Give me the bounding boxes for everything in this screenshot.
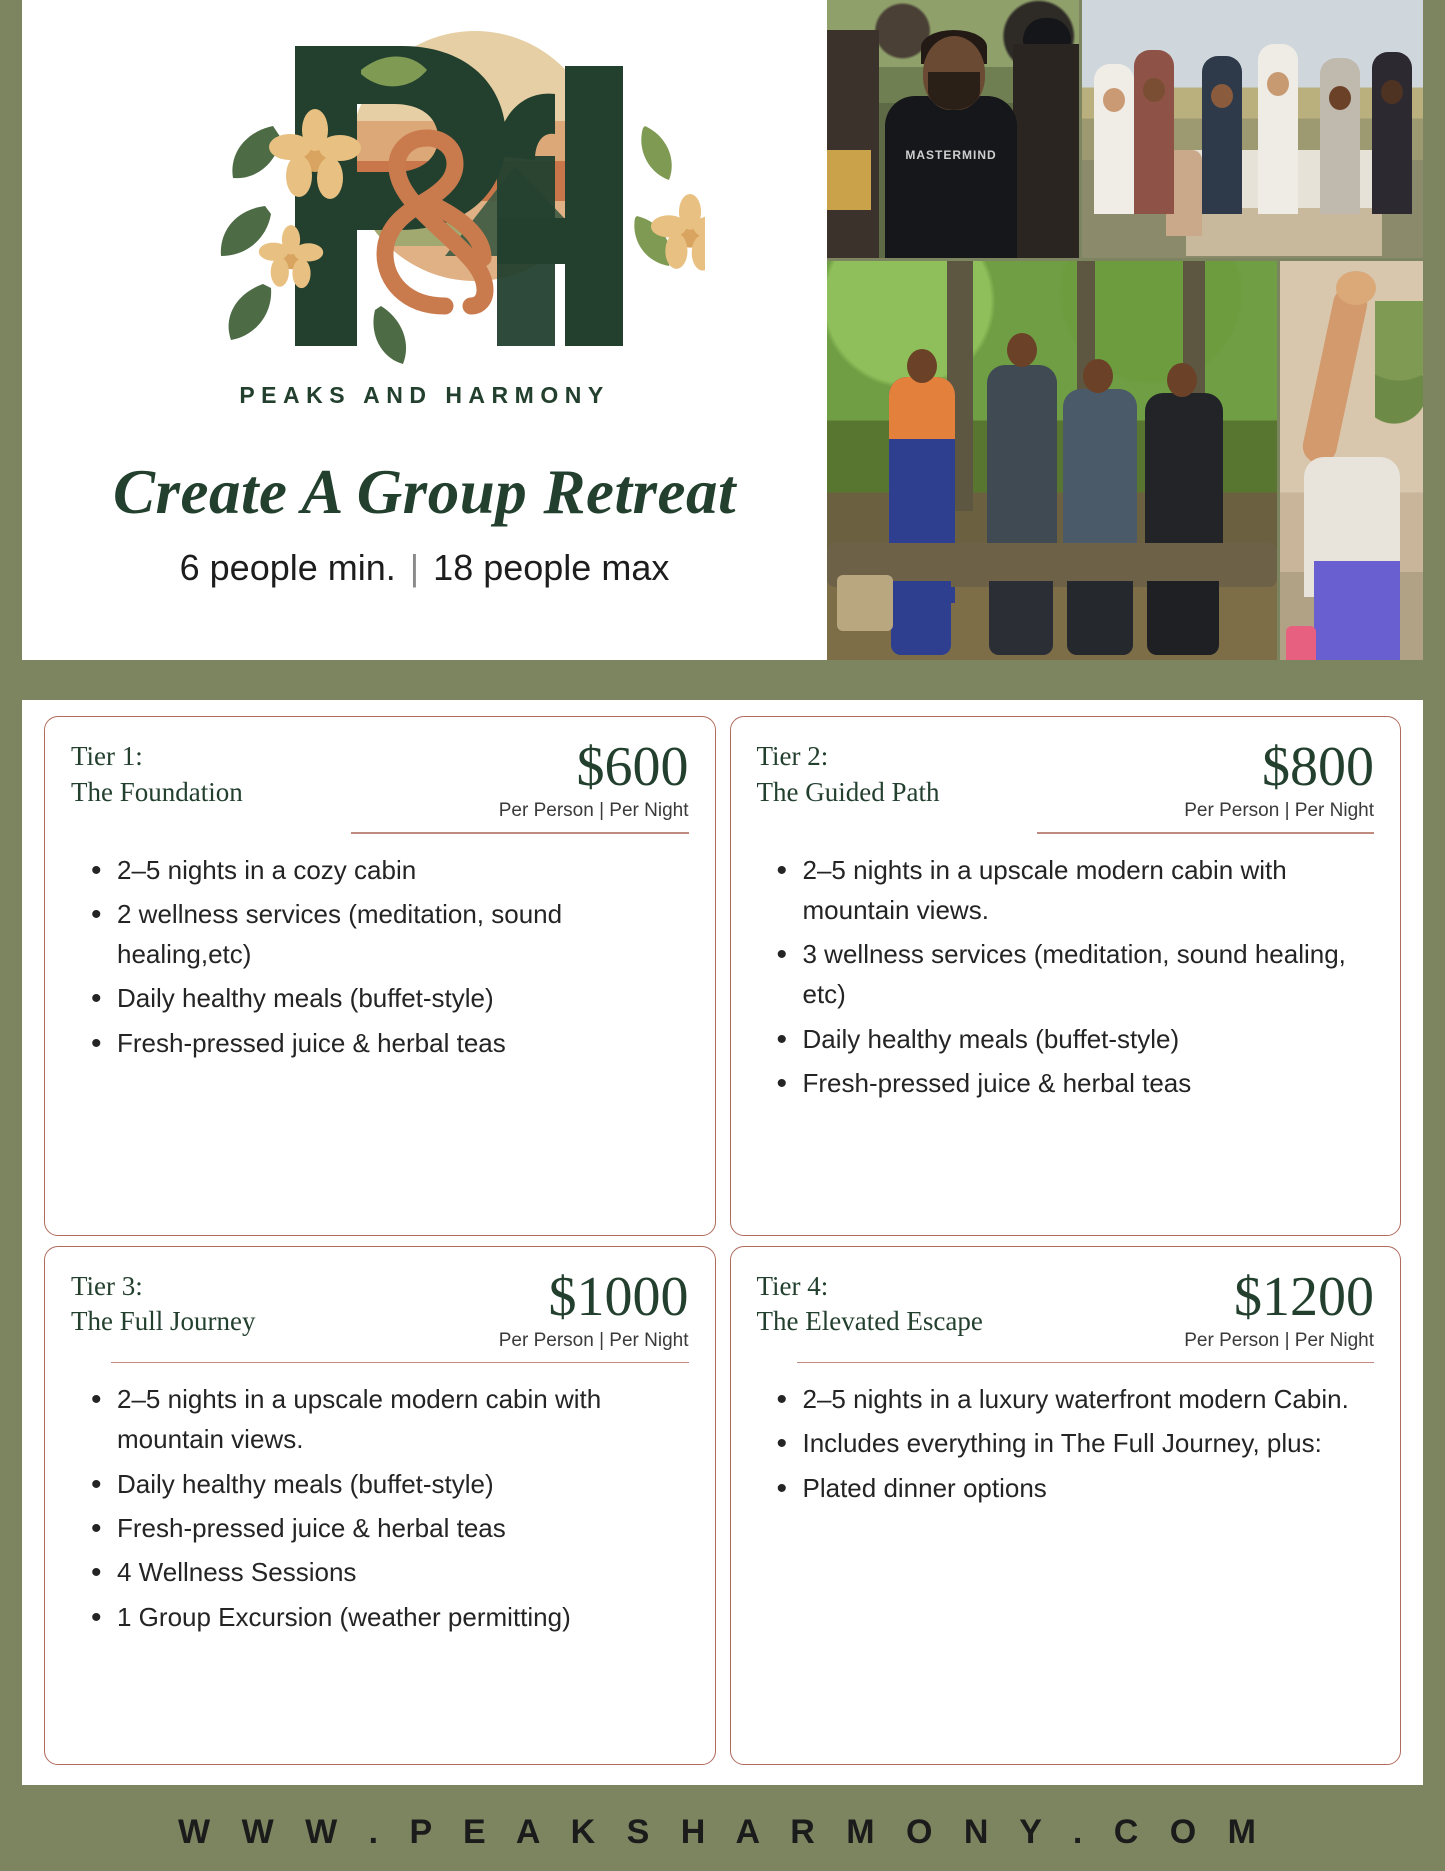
group-min-label: 6 people min. (179, 547, 396, 588)
brand-wordmark: PEAKS AND HARMONY (239, 382, 610, 408)
tier-label: Tier 2: (756, 741, 829, 771)
tier-card-1-header (71, 736, 689, 822)
tier-card-2-title (757, 739, 940, 810)
tier-card-4-features (773, 1379, 1375, 1508)
list-item: • Plated dinner options (773, 1468, 1375, 1508)
page-title: Create A Group Retreat (113, 457, 736, 527)
list-item: • Daily healthy meals (buffet-style) (773, 1019, 1375, 1059)
photo2-guest (1320, 58, 1360, 214)
photo3-hiker (1063, 389, 1137, 559)
list-item: • 4 Wellness Sessions (87, 1552, 689, 1592)
tier-card-1[interactable] (44, 716, 716, 1236)
list-item: • 1 Group Excursion (weather permitting) (87, 1597, 689, 1637)
backpack-icon (837, 575, 893, 631)
tier-card-2-header (756, 736, 1375, 822)
photo4-accent (1286, 626, 1316, 660)
photo-mastermind-group (827, 0, 1079, 258)
list-item: • Fresh-pressed juice & herbal teas (87, 1508, 689, 1548)
logo-monogram-icon (145, 6, 705, 406)
tier-card-2-features (773, 850, 1375, 1104)
divider (351, 832, 689, 833)
photo2-guest-head (1103, 88, 1125, 112)
photo4-raised-arm (1300, 283, 1371, 466)
tier-grid (44, 716, 1401, 1765)
photo3-hiker-head (1007, 333, 1037, 367)
list-item: • 2–5 nights in a upscale modern cabin with mountain views. (773, 850, 1375, 931)
brand-logo (145, 6, 705, 446)
photo-raised-arm-wellness (1280, 261, 1423, 660)
tier-label: Tier 4: (756, 1270, 829, 1301)
tier-name: The Full Journey (71, 1306, 256, 1337)
photo-collage (827, 0, 1423, 660)
divider (111, 1362, 689, 1363)
photo2-guest (1258, 44, 1298, 214)
photo1-accent (827, 150, 871, 210)
list-item: • 2–5 nights in a upscale modern cabin with mountain views. (87, 1379, 689, 1460)
photo1-subject-beard (928, 72, 980, 110)
tier-card-2[interactable] (730, 716, 1402, 1236)
tier-name: The Guided Path (756, 776, 940, 807)
tier-label: Tier 1: (71, 741, 143, 771)
list-item: • Fresh-pressed juice & herbal teas (773, 1063, 1375, 1103)
tier-card-1-title (71, 739, 243, 810)
photo3-hiker-legs (989, 581, 1053, 655)
website-url[interactable]: W W W . P E A K S H A R M O N Y . C O M (178, 1812, 1267, 1851)
tier-price: $1000 (548, 1265, 689, 1328)
tier-name: The Elevated Escape (756, 1306, 983, 1337)
tier-card-1-price-box (498, 736, 689, 822)
photo2-guest-head (1143, 78, 1165, 102)
photo3-hiker-legs (1067, 581, 1133, 655)
photo3-hiker (1145, 393, 1223, 561)
photo1-subject-torso (885, 96, 1017, 258)
pricing-panel (22, 700, 1423, 1785)
photo2-guest-head (1329, 86, 1351, 110)
photo4-legs (1314, 561, 1400, 660)
photo4-hand (1336, 271, 1376, 305)
tier-card-4[interactable] (730, 1246, 1402, 1766)
photo2-guest (1202, 56, 1242, 214)
tier-price-unit: Per Person | Per Night (498, 800, 689, 822)
group-size-note (180, 547, 670, 589)
tier-card-4-price-box (1184, 1265, 1374, 1352)
photo3-hiker (987, 365, 1057, 547)
photo1-shirt-caption: MASTERMIND (905, 148, 997, 162)
photo1-person-right (1013, 44, 1079, 258)
photo2-guest-head (1381, 80, 1403, 104)
divider (1037, 832, 1375, 833)
photo3-hiker-top (889, 377, 955, 439)
photo2-guest-head (1211, 84, 1233, 108)
photo3-hiker-head (1083, 359, 1113, 393)
photo1-person-left (827, 30, 879, 258)
tier-card-3-price-box (498, 1265, 689, 1352)
footer (0, 1793, 1445, 1871)
tier-card-3[interactable] (44, 1246, 716, 1766)
tier-label: Tier 3: (71, 1270, 143, 1301)
tier-price-unit: Per Person | Per Night (1184, 1329, 1374, 1351)
photo-women-hiking-log (827, 261, 1277, 660)
photo-outdoor-dinner-party (1082, 0, 1423, 258)
list-item: • Includes everything in The Full Journey, plus: (773, 1423, 1375, 1463)
list-item: • Daily healthy meals (buffet-style) (87, 1464, 689, 1504)
photo3-hiker-head (1167, 363, 1197, 397)
list-item: • Fresh-pressed juice & herbal teas (87, 1023, 689, 1063)
list-item: • 2 wellness services (meditation, sound healing,etc) (87, 894, 689, 975)
tier-card-3-title (71, 1269, 255, 1340)
list-item: • Daily healthy meals (buffet-style) (87, 978, 689, 1018)
tier-price: $600 (576, 736, 689, 798)
tier-card-4-header (756, 1265, 1375, 1352)
tier-card-3-header (71, 1265, 689, 1352)
photo3-hiker-legs (891, 581, 951, 655)
tier-card-1-features (87, 850, 689, 1063)
photo3-hiker-legs (1147, 581, 1219, 655)
plant-icon (1375, 301, 1423, 451)
photo3-hiker-head (907, 349, 937, 383)
list-item: • 2–5 nights in a cozy cabin (87, 850, 689, 890)
group-max-label: 18 people max (433, 547, 670, 588)
photo2-guest (1134, 50, 1174, 214)
list-item: • 2–5 nights in a luxury waterfront modern Cabin. (773, 1379, 1375, 1419)
tier-price: $800 (1262, 736, 1374, 798)
subline-divider: | (409, 547, 420, 588)
photo2-guest (1094, 64, 1134, 214)
photo2-guest (1372, 52, 1412, 214)
cap-icon (1023, 18, 1071, 44)
photo2-guest-head (1267, 72, 1289, 96)
tier-card-4-title (757, 1269, 983, 1340)
tier-price: $1200 (1234, 1265, 1374, 1328)
header-left-panel (22, 0, 827, 660)
tier-name: The Foundation (71, 776, 243, 807)
header-section (22, 0, 1423, 660)
tier-card-2-price-box (1184, 736, 1374, 822)
tier-price-unit: Per Person | Per Night (498, 1329, 689, 1351)
divider (797, 1362, 1375, 1363)
tier-card-3-features (87, 1379, 689, 1637)
list-item: • 3 wellness services (meditation, sound healing, etc) (773, 934, 1375, 1015)
tier-price-unit: Per Person | Per Night (1184, 800, 1374, 822)
